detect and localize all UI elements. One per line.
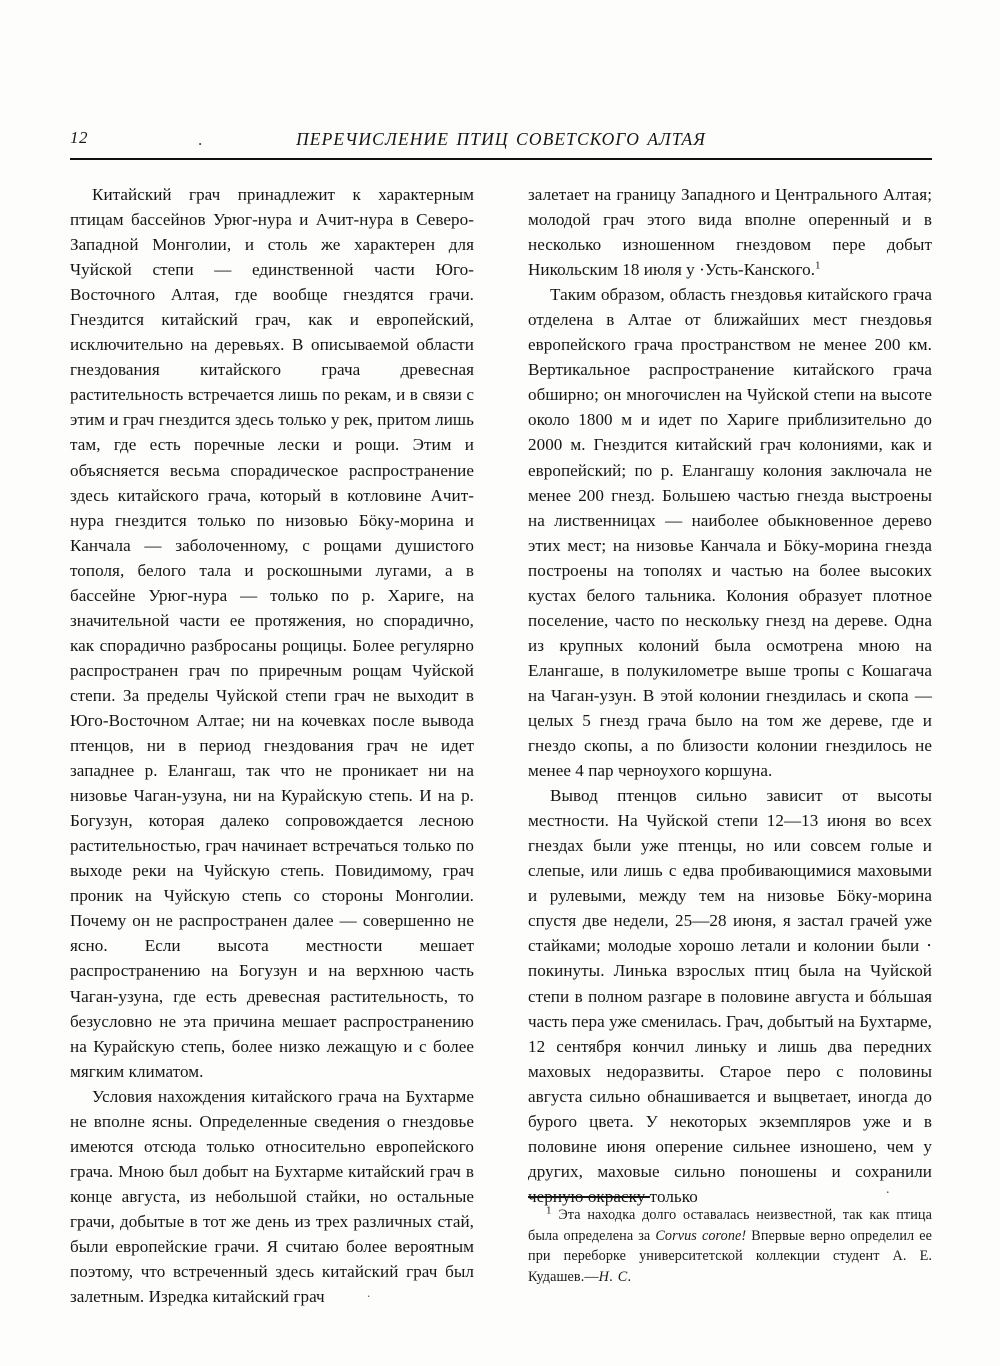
paragraph-text: залетает на границу Западного и Центрального Алтая; молодой грач этого вида вполне оперенный и в несколько изношенном гнездовом пере добыт Никольским 18 июля у ·Усть-Канского. [528,185,932,280]
paragraph: Таким образом, область гнездовья китайского грача отделена в Алтае от ближайших мест гнездовья европейского грача пространством не менее 200 км. Вертикальное распространение китайского грача обширно; он многочислен на Чуйской степи на высоте около 1800 м и идет по Хариге приблизительно до 2000 м. Гнездится китайский грач колониями, как и европейский; по р. Елангашу колония заключала не менее 200 гнезд. Большею частью гнезда выстроены на лиственницах — наиболее обыкновенное дерево этих мест; на низовье Канчала и Бöку-морина гнезда построены на тополях и частью на более высоких кустах белого тальника. Колония образует плотное поселение, часто по нескольку гнезд на дереве. Одна из крупных колоний была осмотрена мною на Елангаше, в полукилометре выше тропы с Кошагача на Чаган-узун. В этой колонии гнездилась и скопа — целых 5 гнезд грача было на том же дереве, где и гнездо скопы, а по близости колонии гнездилось не менее 4 пар черноухого коршуна. [528,285,932,781]
head-stray-dot: . [198,130,203,149]
footnote-text-after: Впервые верно определил ее при переборке университетской коллекции студент А. Е. Кудашев.— [528,1227,933,1285]
two-column-body [70,182,932,1307]
column-left [70,182,474,1309]
footnote-species-name: Corvus corone! [655,1227,747,1244]
footnote-signature: Н. С. [598,1268,633,1285]
running-title: ПЕРЕЧИСЛЕНИЕ ПТИЦ СОВЕТСКОГО АЛТАЯ [296,129,706,149]
footnote-text-before: Эта находка долго оставалась неизвестной, так как птица была определена за [528,1207,932,1244]
stray-mark-left-column: . [367,1285,371,1300]
paragraph: Китайский грач принадлежит к характерным птицам бассейнов Урюг-нура и Ачит-нура в Северо-Западной Монголии, и столь же характерен для Чуйской степи — единственной части Юго-Восточного Алтая, где вообще гнездятся грачи. Гнездится китайский грач, как и европейский, исключительно на деревьях. В описываемой области гнездования китайского грача древесная растительность встречается лишь по рекам, и в связи с этим и грач гнездится здесь только у рек, притом лишь там, где есть поречные лески и рощи. Этим и объясняется весьма спорадическое распространение здесь китайского грача, который в котловине Ачит-нура гнездится только по низовью Бöку-морина и Канчала — заболоченному, с рощами душистого тополя, белого тала и роскошными лугами, а в бассейне Урюг-нура — только по р. Хариге, на значительной части ее протяжения, но спорадично, как спорадично разбросаны рощицы. Более регулярно распространен грач по приречным рощам Чуйской степи. За пределы Чуйской степи грач не выходит в Юго-Восточном Алтае; ни на кочевках после вывода птенцов, ни в период гнездования грач не идет западнее р. Елангаш, так что не проникает ни на низовье Чаган-узуна, ни на Курайскую степь. И на р. Богузун, которая далеко сопровождается лесною растительностью, грач начинает встречаться только по выходе реки на Чуйскую степь. Повидимому, грач проник на Чуйскую степь со стороны Монголии. Почему он не распространен далее — совершенно не ясно. Если высота местности мешает распространению на Богузун и на верхнюю часть Чаган-узуна, где есть древесная растительность, то безусловно не эта причина мешает распространению на Курайскую степь, более низко лежащую и с более мягким климатом. [70,185,474,1081]
footnote-reference[interactable]: 1 [815,259,821,272]
page-number: 12 [70,128,88,147]
paragraph: Условия нахождения китайского грача на Бухтарме не вполне ясны. Определенные сведения о гнездовье имеются отсюда только относительно европейского грача. Мною был добыт на Бухтарме китайский грач в конце августа, из небольшой стайки, но остальные грачи, добытые в тот же день из трех различных стай, были европейские грачи. Я считаю более вероятным поэтому, что встреченный здесь китайский грач был залетным. Изредка китайский грач [70,1086,474,1307]
running-head [70,128,932,154]
column-right [528,182,932,1209]
header-rule [70,158,932,160]
paragraph: Вывод птенцов сильно зависит от высоты местности. На Чуйской степи 12—13 июня во всех гнездах были уже птенцы, но или совсем голые и слепые, или лишь с едва пробивающимися маховыми и рулевыми, между тем на низовье Бöку-морина спустя две недели, 25—28 июня, я застал грачей уже стайками; молодые хорошо летали и колонии были ⋅ покинуты. Линька взрослых птиц была на Чуйской степи в полном разгаре в половине августа и бóльшая часть пера уже сменилась. Грач, добытый на Бухтарме, 12 сентября кончил линьку и лишь два передних маховых недоразвиты. Старое перо с половины августа сильно обнашивается и выцветает, иногда до бурого цвета. У некоторых экземпляров уже и в половине июня оперение сильнее изношено, чем у других, маховые сильно поношены и сохранили черную окраску только [528,786,932,1206]
footnote-block [528,1182,933,1287]
footnote-marker: 1 [546,1204,552,1217]
footnote-text [528,1205,932,1287]
stray-mark-footnote: . [886,1182,890,1197]
paragraph [528,182,932,282]
footnote-separator-rule [528,1196,650,1198]
